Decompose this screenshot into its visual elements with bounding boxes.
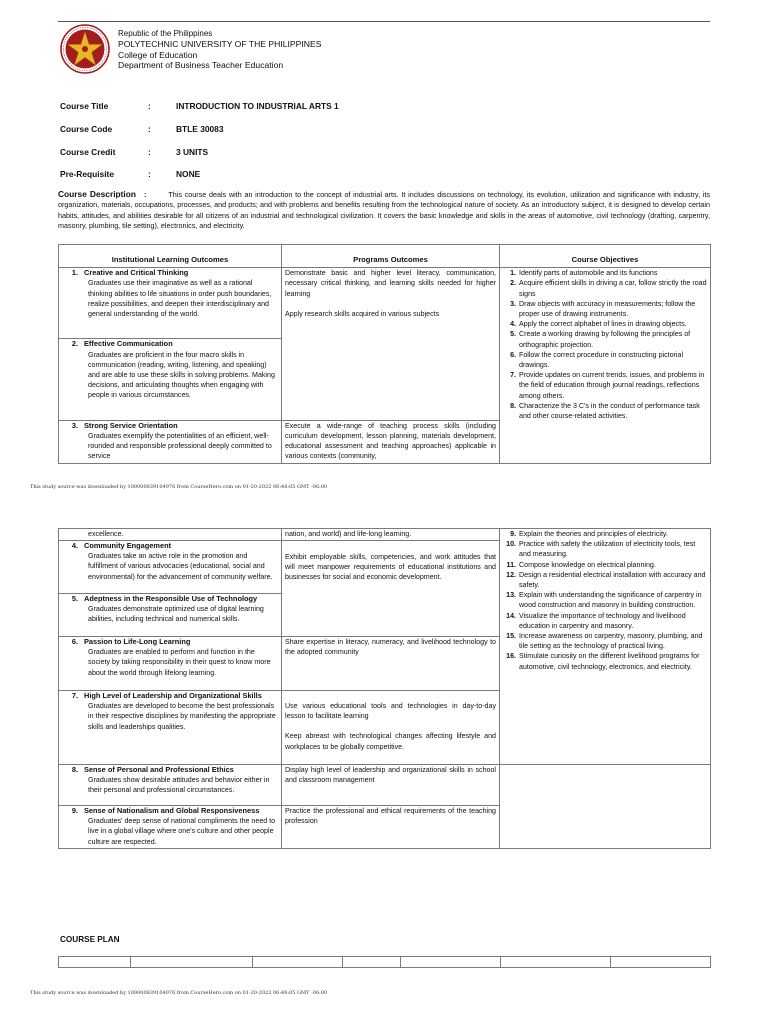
colon: :	[148, 101, 151, 111]
objective-item: 5. Create a working drawing by following the principles of orthographic projection.	[510, 330, 691, 349]
ilo-title: Adeptness in the Responsible Use of Technology	[84, 594, 258, 603]
ilo-cell: 6. Passion to Life-Long Learning Graduates are enabled to perform and function in the society by taking responsibility in their quest to know more about the world through lifelong learning.	[59, 637, 282, 691]
colon: :	[148, 124, 151, 134]
course-credit-label: Course Credit	[60, 147, 116, 157]
plan-cell	[611, 957, 711, 968]
objective-item: 12. Design a residential electrical installation with accuracy and safety.	[506, 570, 706, 590]
ilo-cell: 9. Sense of Nationalism and Global Responsiveness Graduates' deep sense of national compliments the need to live in a global village where one's culture and other people culture are respected.	[59, 806, 282, 849]
plan-cell	[59, 957, 131, 968]
ilo-body: Graduates use their imaginative as well as a rational thinking abilities to life situations in order push boundaries, realize possibilities, and deepen their interdisciplinary and general understanding of the world.	[88, 279, 272, 318]
course-description	[58, 189, 710, 232]
ilo-cell: 1. Creative and Critical Thinking Graduates use their imaginative as well as a rational thinking abilities to life situations in order push boundaries, realize possibilities, and deepen their interdisciplinary and general understanding of the world.	[59, 268, 282, 339]
ilo-title: Sense of Personal and Professional Ethics	[84, 765, 234, 774]
objectives-cell	[500, 268, 711, 464]
ilo-cell: 8. Sense of Personal and Professional Ethics Graduates show desirable attitudes and behavior either in their personal and professional circumstances.	[59, 765, 282, 806]
objective-item: 15. Increase awareness on carpentry, masonry, plumbing, and tile setting as the technology of practical living.	[506, 632, 703, 651]
objective-item: 4. Apply the correct alphabet of lines in drawing objects.	[510, 320, 687, 329]
course-plan-heading: COURSE PLAN	[60, 935, 120, 944]
download-footnote: This study source was downloaded by 100000839104976 from CourseHero.com on 01-20-2022 06:48:05 GMT -06:00	[30, 990, 328, 996]
course-description-label: Course Description	[58, 189, 136, 199]
ilo-cell: 2. Effective Communication Graduates are proficient in the four macro skills in communication (reading, writing, listening, and speaking) and are able to use these skills in solving problems. Making decisions, and articulating thoughts when engaging with people in various circumstances.	[59, 339, 282, 420]
objective-item: 7. Provide updates on current trends, issues, and problems in the field of education through journal readings, reflections among others.	[510, 371, 705, 400]
course-code-value: BTLE 30083	[176, 124, 224, 134]
ilo-body: Graduates are enabled to perform and function in the society by taking responsibility in their quest to know more about the world through lifelong learning.	[88, 648, 271, 677]
po-text: Display high level of leadership and organizational skills in school and classroom management	[285, 766, 496, 785]
ilo-body: Graduates demonstrate optimized use of digital learning abilities, including technical and numerical skills.	[88, 605, 264, 624]
university-seal-icon	[60, 24, 110, 74]
course-title-label: Course Title	[60, 101, 109, 111]
ilo-body: Graduates are developed to become the best professionals in their respective disciplines by manifesting the appropriate skills and leaderships qualities.	[88, 702, 276, 731]
ilo-body: Graduates show desirable attitudes and behavior either in their personal and professional circumstances.	[88, 776, 270, 795]
plan-cell	[501, 957, 611, 968]
top-rule	[58, 21, 710, 22]
outcomes-table-page-1	[58, 244, 711, 464]
objective-item: 2. Acquire efficient skills in driving a car, follow strictly the road signs	[510, 279, 707, 298]
institution-header	[118, 29, 321, 71]
colon: :	[148, 169, 151, 179]
ilo-cell	[59, 529, 282, 541]
po-text: Execute a wide-range of teaching process skills (including curriculum development, lesson planning, materials development, educational assessment and teaching approaches) applicable in various contexts (community,	[285, 421, 496, 461]
po-text: Share expertise in literacy, numeracy, and livelihood technology to the adopted community	[285, 638, 496, 657]
plan-cell	[253, 957, 343, 968]
ilo-body: Graduates take an active role in the promotion and fulfillment of various advocacies (educational, social and environmental) for the advancement of community welfare.	[88, 552, 273, 581]
ilo-body: Graduates' deep sense of national compliments the need to live in a global village where one's culture and other people culture are respected.	[88, 817, 276, 846]
ilo-title: Effective Communication	[84, 339, 173, 349]
po-cell	[282, 420, 500, 463]
po-text: Demonstrate basic and higher level literacy, communication, necessary critical thinking, and learning skills needed for higher learning	[285, 269, 496, 298]
ilo-title: Sense of Nationalism and Global Responsiveness	[84, 806, 260, 815]
objective-item: 9. Explain the theories and principles of electricity.	[510, 530, 668, 538]
po-cell	[282, 806, 500, 849]
po-text: nation, and world) and life-long learning.	[285, 530, 412, 538]
colon: :	[148, 147, 151, 157]
po-cell	[282, 541, 500, 637]
objective-item: 14. Visualize the importance of technology and livelihood education in carpentry and masonry.	[506, 611, 686, 630]
objective-item: 3. Draw objects with accuracy in measurements; follow the proper use of drawing instruments.	[510, 299, 696, 318]
po-cell	[282, 529, 500, 541]
course-description-text: This course deals with an introduction to the concept of industrial arts. It includes discussions on technology, its evolution, utilization and significance with industry, its organization, materials, occupations, processes, and products; and with problems and benefits resulting from the technological nature of society. As an introductory subject, it is designed to develop certain habits, attitudes, and abilities desirable for all citizens of an industrial and technological civilization. It covers the basic knowledge and skills in the areas of automotive, civil technology (drafting, carpentry, masonry, plumbing, tile setting), electronics, and electricity.	[58, 190, 710, 231]
ilo-cell: 7. High Level of Leadership and Organizational Skills Graduates are developed to become the best professionals in their respective disciplines by manifesting the appropriate skills and leaderships qualities.	[59, 691, 282, 765]
objective-item: 1. Identify parts of automobile and its functions	[510, 269, 658, 278]
objective-item: 8. Characterize the 3 C's in the conduct of performance task and other course-related activities.	[510, 401, 700, 420]
objective-item: 10. Practice with safety the utilization of electricity tools, test and measuring.	[506, 540, 696, 559]
ilo-title: Creative and Critical Thinking	[84, 268, 189, 278]
header-po: Programs Outcomes	[282, 245, 500, 268]
ilo-title: High Level of Leadership and Organizational Skills	[84, 691, 262, 700]
ilo-cell: 4. Community Engagement Graduates take an active role in the promotion and fulfillment of various advocacies (educational, social and environmental) for the advancement of community welfare.	[59, 541, 282, 594]
header-objectives: Course Objectives	[500, 245, 711, 268]
header-ilo: Institutional Learning Outcomes	[59, 245, 282, 268]
university-name: POLYTECHNIC UNIVERSITY OF THE PHILIPPINES	[118, 39, 322, 50]
college-name: College of Education	[118, 49, 198, 60]
po-cell	[282, 637, 500, 691]
course-title-value: INTRODUCTION TO INDUSTRIAL ARTS 1	[176, 101, 339, 111]
ilo-title: Community Engagement	[84, 541, 172, 550]
republic-line: Republic of the Philippines	[118, 29, 213, 38]
prerequisite-label: Pre-Requisite	[60, 169, 114, 179]
objective-item: 6. Follow the correct procedure in constructing pictorial drawings.	[510, 350, 684, 369]
prerequisite-value: NONE	[176, 169, 201, 179]
course-code-label: Course Code	[60, 124, 113, 134]
po-cell	[282, 765, 500, 806]
plan-cell	[131, 957, 253, 968]
objectives-cell	[500, 529, 711, 765]
po-cell	[282, 268, 500, 421]
objective-item: 13. Explain with understanding the significance of carpentry in wood construction and masonry in building construction.	[506, 591, 702, 610]
po-text: Apply research skills acquired in various subjects	[285, 309, 440, 318]
po-text: Keep abreast with technological changes affecting lifestyle and workplaces to be globally competitive.	[285, 732, 496, 751]
colon: :	[144, 190, 147, 199]
course-credit-value: 3 UNITS	[176, 147, 209, 157]
objectives-empty-cell	[500, 765, 711, 849]
ilo-cell: 5. Adeptness in the Responsible Use of Technology Graduates demonstrate optimized use of digital learning abilities, including technical and numerical skills.	[59, 594, 282, 637]
ilo-body: Graduates are proficient in the four macro skills in communication (reading, writing, listening, and speaking) and are able to use these skills in solving problems. Making decisions, and articulating thoughts when engaging with people in various circumstances.	[88, 350, 275, 400]
po-text: Practice the professional and ethical requirements of the teaching profession	[285, 807, 496, 826]
objective-item: 16. Stimulate curiosity on the different livelihood programs for automotive, civil technology, electronics, and electricity.	[506, 652, 700, 671]
ilo-body: Graduates exemplify the potentialities of an efficient, well-rounded and responsible professional deeply committed to service	[88, 431, 272, 461]
ilo-cell: 3. Strong Service Orientation Graduates exemplify the potentialities of an efficient, well-rounded and responsible professional deeply committed to service	[59, 420, 282, 463]
objective-item: 11. Compose knowledge on electrical planning.	[506, 560, 656, 569]
po-text: Exhibit employable skills, competencies, and work attitudes that will meet manpower requirements of educational institutions and businesses for social and economic development.	[285, 553, 496, 582]
po-text: Use various educational tools and technologies in day-to-day lesson to facilitate learning	[285, 702, 496, 721]
po-cell	[282, 691, 500, 765]
ilo-title: Passion to Life-Long Learning	[84, 637, 191, 646]
plan-cell	[343, 957, 401, 968]
ilo-continuation: excellence.	[88, 530, 124, 538]
department-name: Department of Business Teacher Education	[118, 60, 284, 71]
download-footnote: This study source was downloaded by 100000839104976 from CourseHero.com on 01-20-2022 06:48:05 GMT -06:00	[30, 484, 328, 490]
course-plan-table	[58, 956, 711, 968]
ilo-title: Strong Service Orientation	[84, 420, 178, 430]
outcomes-table-page-2	[58, 528, 711, 849]
plan-cell	[401, 957, 501, 968]
